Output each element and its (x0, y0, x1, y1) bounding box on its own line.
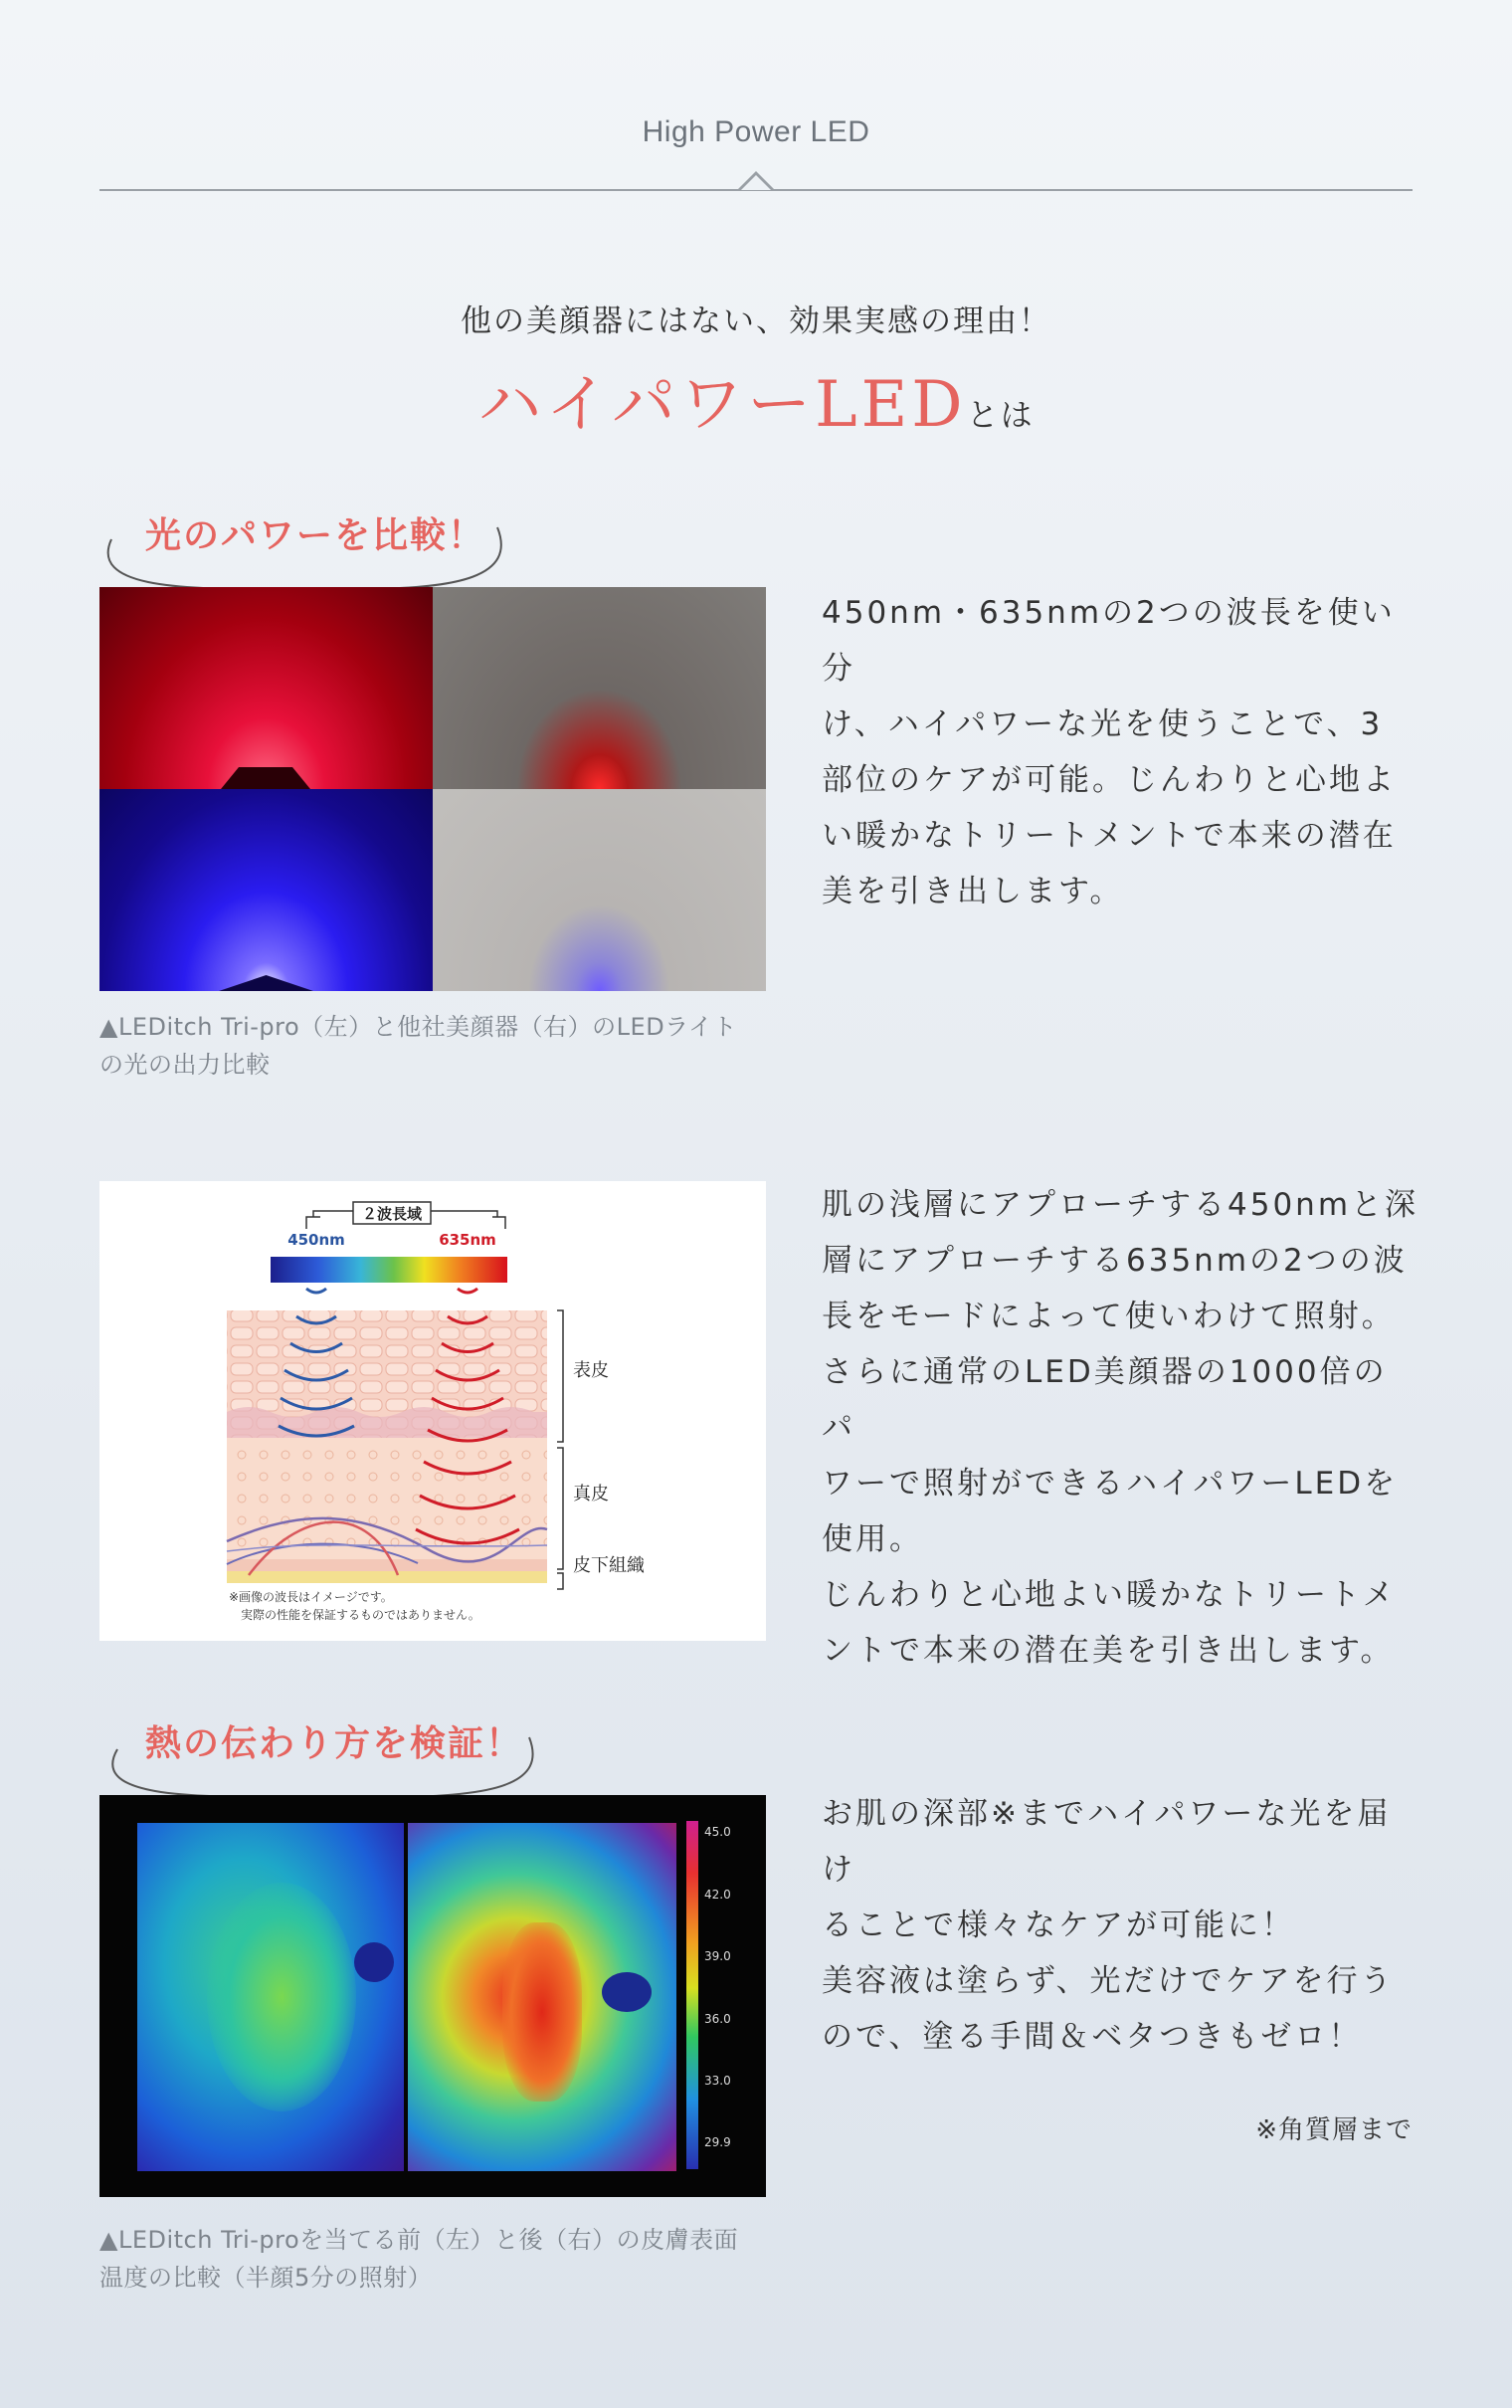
layer-subcutaneous-label: 皮下組織 (573, 1555, 645, 1576)
section1-caption-line1: ▲LEDitch Tri-pro（左）と他社美顔器（右）のLEDライト (99, 1013, 737, 1041)
section2-body-line: ントで本来の潜在美を引き出します。 (822, 1633, 1395, 1669)
section1-bubble-label: 光のパワーを比較！ (145, 515, 486, 556)
section2-body-line: 使用。 (822, 1521, 923, 1557)
section3-body (822, 1786, 1418, 2065)
intro-title (0, 353, 1512, 445)
layer-epidermis-label: 表皮 (573, 1360, 609, 1381)
scale-tick: 45.0 (704, 1825, 731, 1839)
section2-body-line: 長をモードによって使いわけて照射。 (822, 1299, 1396, 1334)
other-blue-light (433, 789, 766, 991)
scale-tick: 42.0 (704, 1888, 731, 1902)
section1-body-line: 美を引き出します。 (822, 874, 1124, 909)
thermal-before (137, 1823, 404, 2171)
section3-body-line: 美容液は塗らず、光だけでケアを行う (822, 1963, 1395, 1999)
intro-title-main: ハイパワーLED (477, 368, 967, 442)
wavelength-diagram (99, 1181, 766, 1641)
section1-body-line: い暖かなトリートメントで本来の潜在 (822, 818, 1397, 854)
temperature-scale-labels (704, 1819, 754, 2177)
scale-tick: 36.0 (704, 2012, 731, 2026)
tri-pro-red-light (99, 587, 433, 789)
scale-tick: 39.0 (704, 1949, 731, 1963)
section2-body-line: ワーで照射ができるハイパワーLEDを (822, 1466, 1399, 1502)
section3-caption (99, 2221, 786, 2297)
diagram-note-1: ※画像の波長はイメージです。 (229, 1590, 393, 1604)
wavelength-blue-label: 450nm (287, 1231, 345, 1249)
section2-body-line: 層にアプローチする635nmの2つの波 (822, 1243, 1408, 1279)
tri-pro-blue-light (99, 789, 433, 991)
section3-body-line: ることで様々なケアが可能に！ (822, 1907, 1295, 1943)
band-label: ２波長域 (361, 1205, 423, 1223)
section2-body-line: 肌の浅層にアプローチする450nmと深 (822, 1187, 1419, 1223)
section2-body-line: じんわりと心地よい暖かなトリートメ (822, 1577, 1397, 1613)
temperature-scale-bar (686, 1821, 698, 2169)
section3-footnote: ※角質層まで (1255, 2115, 1413, 2145)
scale-tick: 33.0 (704, 2074, 731, 2088)
section3-body-line: ので、塗る手間＆ベタつきもゼロ！ (822, 2019, 1363, 2055)
led-comparison-photo (99, 587, 766, 991)
thermal-comparison-photo (99, 1795, 766, 2197)
section3-bubble-label: 熱の伝わり方を検証！ (145, 1723, 524, 1764)
section1-body-line: 450nm・635nmの2つの波長を使い分 (822, 595, 1396, 687)
section1-caption-line2: の光の出力比較 (99, 1051, 271, 1079)
other-red-light (433, 587, 766, 789)
section3-caption-line2: 温度の比較（半顔5分の照射） (99, 2264, 433, 2292)
thermal-after (408, 1823, 676, 2171)
section2-body-line: さらに通常のLED美顔器の1000倍のパ (822, 1354, 1388, 1446)
section1-body-line: 部位のケアが可能。じんわりと心地よ (822, 762, 1397, 798)
section1-body-line: け、ハイパワーな光を使うことで、3 (822, 706, 1384, 742)
layer-dermis-label: 真皮 (573, 1484, 609, 1505)
section1-caption (99, 1008, 776, 1084)
spectrum-bar (271, 1257, 507, 1283)
section-header-title: High Power LED (642, 115, 870, 148)
section1-body (822, 585, 1418, 919)
skin-layer-illustration (99, 1181, 766, 1641)
intro-subtitle: 他の美顔器にはない、効果実感の理由！ (461, 303, 1051, 339)
wavelength-red-label: 635nm (439, 1231, 496, 1249)
header-divider-notch-inner (741, 175, 771, 190)
intro-title-suffix: とは (966, 396, 1035, 434)
scale-tick: 29.9 (704, 2135, 731, 2149)
section3-caption-line1: ▲LEDitch Tri-proを当てる前（左）と後（右）の皮膚表面 (99, 2226, 739, 2254)
section2-body (822, 1177, 1418, 1679)
section3-body-line: お肌の深部※までハイパワーな光を届け (822, 1796, 1392, 1888)
diagram-note-2: 実際の性能を保証するものではありません。 (241, 1608, 480, 1622)
